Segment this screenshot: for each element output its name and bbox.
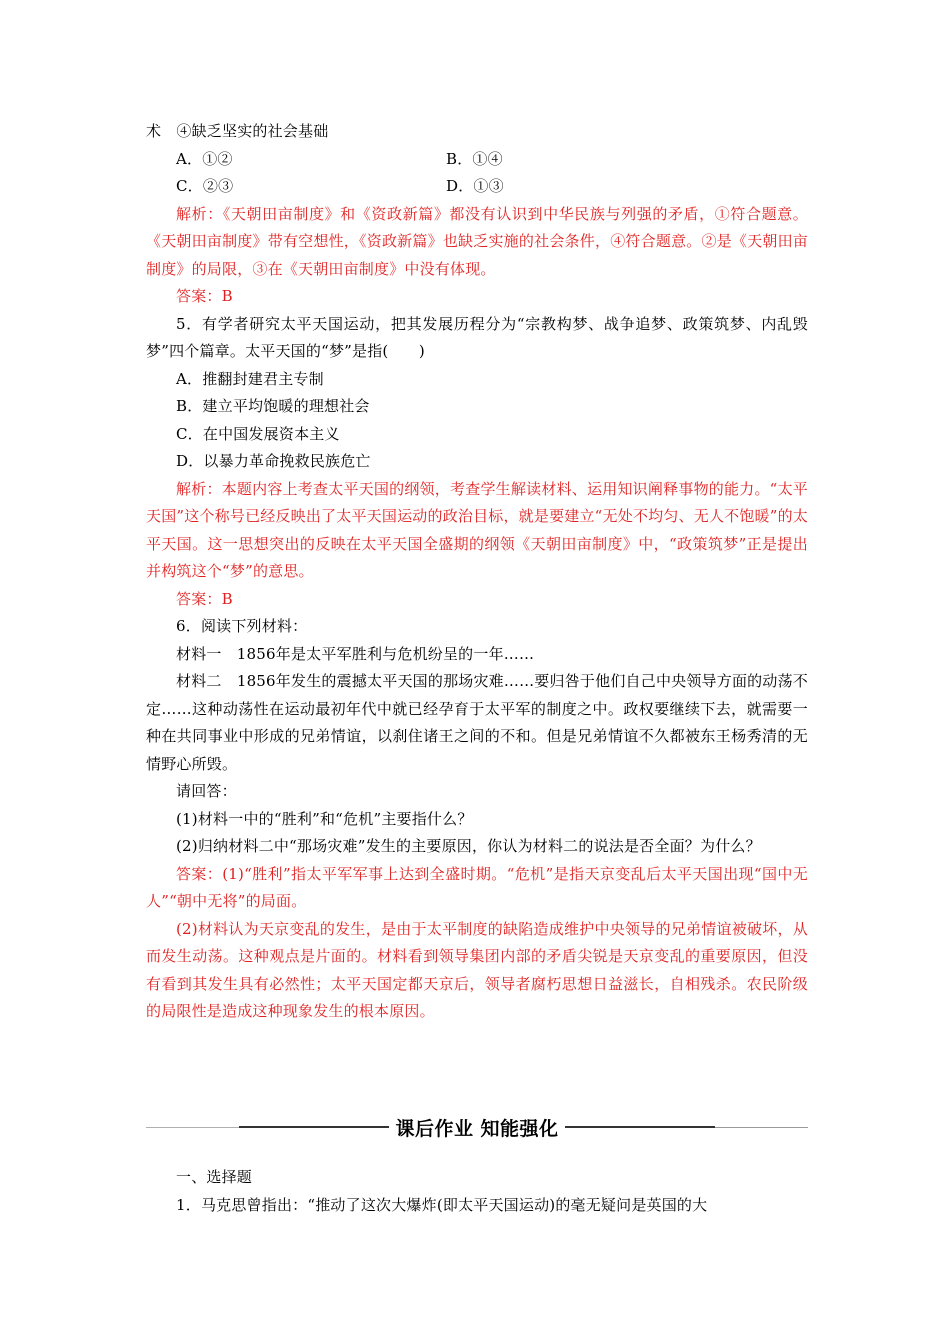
section-header-left-rule [146, 1127, 389, 1128]
q6-answer-1: 答案：(1)“胜利”指太平军军事上达到全盛时期。“危机”是指天京变乱后太平天国出现“国中无人”“朝中无将”的局面。 [146, 864, 808, 910]
q4-option-b: B．①④ [446, 149, 503, 168]
q5-option-b: B．建立平均饱暖的理想社会 [176, 397, 370, 415]
main-content [146, 118, 808, 1026]
section-header-right-rule [565, 1127, 808, 1128]
q6-prompt: 请回答： [176, 782, 237, 800]
q5-option-d: D．以暴力革命挽救民族危亡 [176, 452, 371, 470]
q6-stem: 6．阅读下列材料： [176, 617, 308, 635]
q4-option-a: A．①② [176, 149, 233, 168]
q6-sub-question-2: (2)归纳材料二中“那场灾难”发生的主要原因，你认为材料二的说法是否全面？为什么？ [176, 837, 761, 855]
q6-material-1: 材料一 1856年是太平军胜利与危机纷呈的一年…… [176, 644, 535, 663]
q4-option-d: D．①③ [446, 177, 504, 195]
q5-option-a: A．推翻封建君主专制 [176, 369, 324, 388]
q5-analysis: 解析：本题内容上考查太平天国的纲领，考查学生解读材料、运用知识阐释事物的能力。“太平天国”这个称号已经反映出了太平天国运动的政治目标，就是要建立“无处不均匀、无人不饱暖”的太平天国。这一思想突出的反映在太平天国全盛期的纲领《天朝田亩制度》中，“政策筑梦”正是提出并构筑这个“梦”的意思。 [146, 479, 809, 580]
homework-part-title: 一、选择题 [176, 1168, 253, 1186]
q4-stem-end: 术 ④缺乏坚实的社会基础 [146, 122, 329, 140]
q4-analysis: 解析：《天朝田亩制度》和《资政新篇》都没有认识到中华民族与列强的矛盾，①符合题意。《天朝田亩制度》带有空想性，《资政新篇》也缺乏实施的社会条件，④符合题意。②是《天朝田亩制度》的局限，③在《天朝田亩制度》中没有体现。 [146, 204, 808, 278]
q5-option-c: C．在中国发展资本主义 [176, 424, 340, 443]
q6-sub-question-1: (1)材料一中的“胜利”和“危机”主要指什么？ [176, 809, 473, 828]
q4-options-row-1 [146, 146, 808, 174]
section-title: 课后作业 知能强化 [395, 1117, 559, 1140]
q6-material-2: 材料二 1856年发生的震撼太平天国的那场灾难……要归咎于他们自己中央领导方面的动荡不定……这种动荡性在运动最初年代中就已经孕育于太平军的制度之中。政权要继续下去，就需要一种在共同事业中形成的兄弟情谊，以刹住诸王之间的不和。但是兄弟情谊不久都被东王杨秀清的无情野心所毁。 [146, 672, 808, 773]
homework-q1-stem: 1．马克思曾指出：“推动了这次大爆炸(即太平天国运动)的毫无疑问是英国的大 [176, 1195, 708, 1214]
homework-content [146, 1164, 808, 1219]
section-header [146, 1112, 808, 1142]
q5-answer: 答案：B [176, 589, 233, 608]
q4-option-c: C．②③ [176, 177, 234, 195]
q6-answer-2: (2)材料认为天京变乱的发生，是由于太平制度的缺陷造成维护中央领导的兄弟情谊被破坏，从而发生动荡。这种观点是片面的。材料看到领导集团内部的矛盾尖锐是天京变乱的重要原因，但没有看到其发生具有必然性；太平天国定都天京后，领导者腐朽思想日益滋长，自相残杀。农民阶级的局限性是造成这种现象发生的根本原因。 [146, 919, 808, 1020]
q4-options-row-2 [146, 173, 808, 201]
q4-answer: 答案：B [176, 287, 233, 305]
q5-stem: 5．有学者研究太平天国运动，把其发展历程分为“宗教构梦、战争追梦、政策筑梦、内乱毁梦”四个篇章。太平天国的“梦”是指( ) [146, 314, 808, 360]
